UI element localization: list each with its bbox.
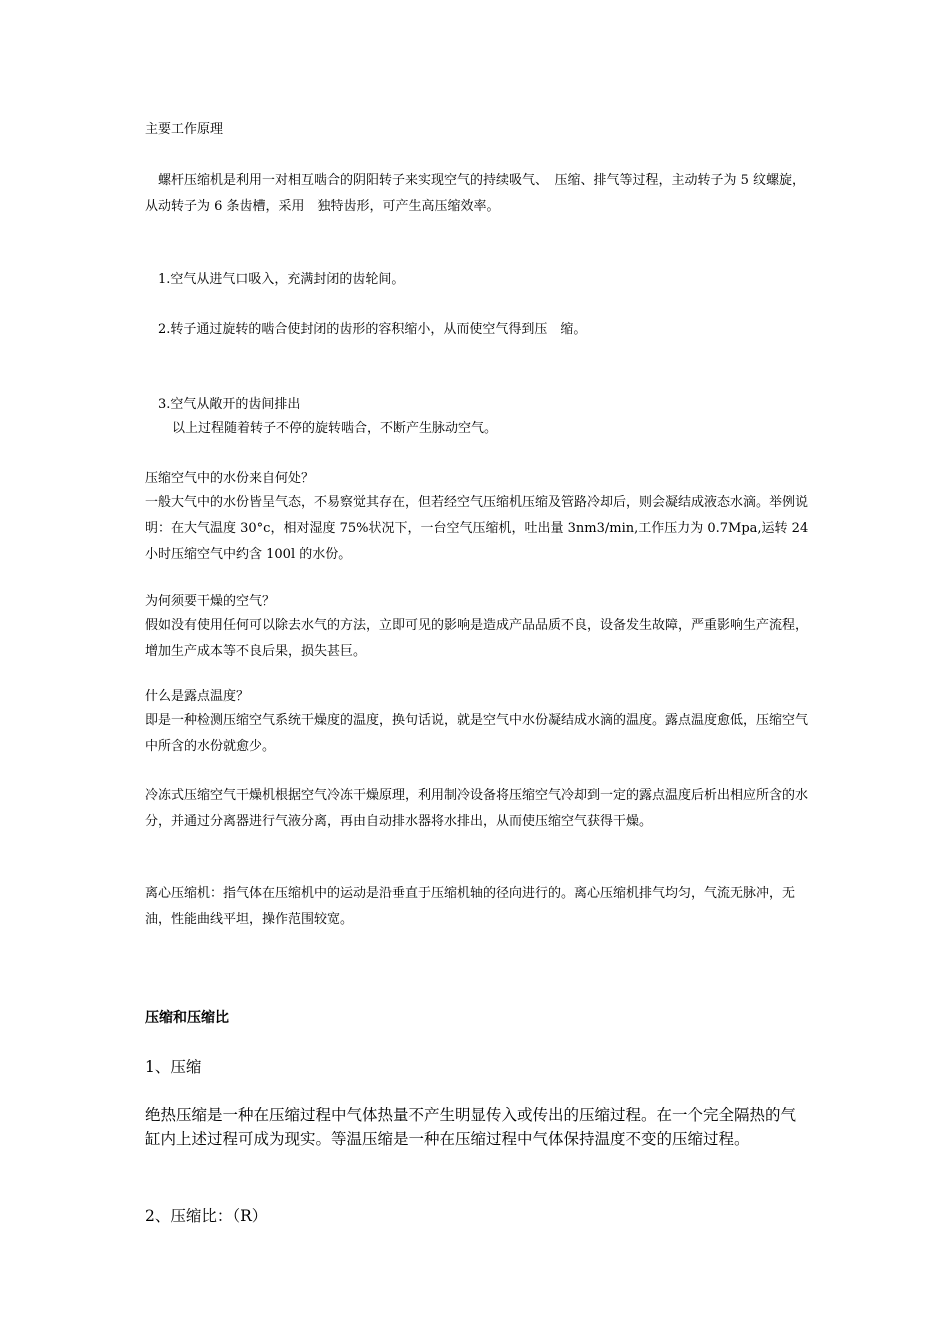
subheading-compression-ratio: 2、压缩比：（R） xyxy=(145,1207,268,1225)
question-dry-air-title: 为何须要干燥的空气？ xyxy=(145,594,276,609)
refrigerated-dryer-paragraph: 冷冻式压缩空气干燥机根据空气冷冻干燥原理，利用制冷设备将压缩空气冷却到一定的露点温度后析出相应所含的水分，并通过分离器进行气液分离，再由自动排水器将水排出，从而使压缩空气获得干燥。 xyxy=(145,788,809,829)
compression-body: 绝热压缩是一种在压缩过程中气体热量不产生明显传入或传出的压缩过程。在一个完全隔热的气缸内上述过程可成为现实。等温压缩是一种在压缩过程中气体保持温度不变的压缩过程。 xyxy=(145,1106,797,1148)
section-heading: 压缩和压缩比 xyxy=(145,1010,229,1026)
question-water-source-title: 压缩空气中的水份来自何处？ xyxy=(145,471,315,486)
question-water-source-body: 一般大气中的水份皆呈气态，不易察觉其存在，但若经空气压缩机压缩及管路冷却后，则会凝结成液态水滴。举例说明：在大气温度 30°c，相对湿度 75%状况下，一台空气压缩机，吐出量 3nm3/min,工作压力为 0.7Mpa,运转 24 小时压缩空气中约含 100l 的水份。 xyxy=(145,495,809,562)
step-3: 3.空气从敞开的齿间排出 xyxy=(158,397,301,412)
doc-title: 主要工作原理 xyxy=(145,122,224,137)
subheading-compression: 1、压缩 xyxy=(145,1058,202,1076)
steps-summary: 以上过程随着转子不停的旋转啮合，不断产生脉动空气。 xyxy=(172,421,498,436)
intro-paragraph: 螺杆压缩机是利用一对相互啮合的阴阳转子来实现空气的持续吸气、 压缩、排气等过程，主动转子为 5 纹螺旋，从动转子为 6 条齿槽，采用 独特齿形，可产生高压缩效率。 xyxy=(145,173,806,214)
step-1: 1.空气从进气口吸入，充满封闭的齿轮间。 xyxy=(158,272,405,287)
question-dew-point-body: 即是一种检测压缩空气系统干燥度的温度，换句话说，就是空气中水份凝结成水滴的温度。露点温度愈低，压缩空气中所含的水份就愈少。 xyxy=(145,713,809,754)
step-2: 2.转子通过旋转的啮合使封闭的齿形的容积缩小，从而使空气得到压 缩。 xyxy=(158,322,587,337)
question-dew-point-title: 什么是露点温度？ xyxy=(145,689,250,704)
centrifugal-compressor-paragraph: 离心压缩机：指气体在压缩机中的运动是沿垂直于压缩机轴的径向进行的。离心压缩机排气均匀，气流无脉冲，无油，性能曲线平坦，操作范围较宽。 xyxy=(145,886,796,927)
question-dry-air-body: 假如没有使用任何可以除去水气的方法，立即可见的影响是造成产品品质不良，设备发生故障，严重影响生产流程，增加生产成本等不良后果，损失甚巨。 xyxy=(145,618,809,659)
